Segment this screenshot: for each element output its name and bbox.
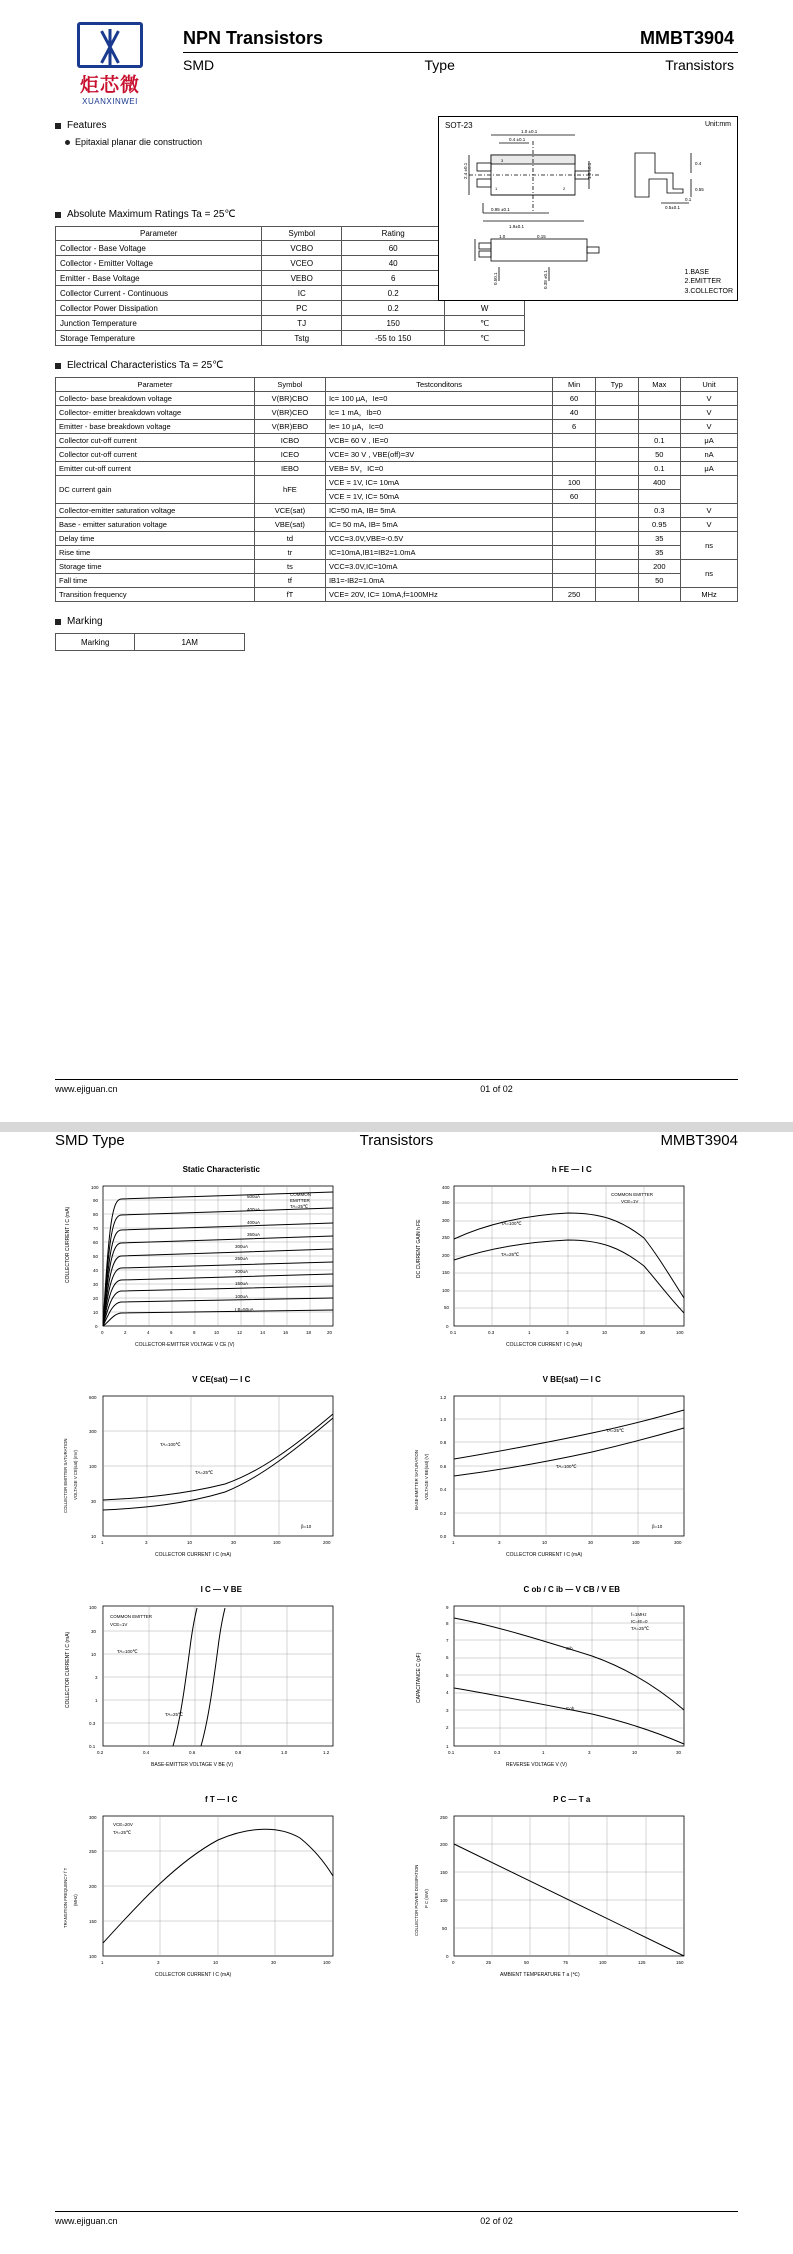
svg-text:AMBIENT TEMPERATURE T a (℃: AMBIENT TEMPERATURE T a (℃) — [499, 1972, 580, 1978]
table-row: Base - emitter saturation voltage VBE(sat) IC= 50 mA, IB= 5mA 0.95 V — [56, 518, 738, 532]
svg-text:400: 400 — [441, 1185, 450, 1190]
svg-text:30: 30 — [91, 1629, 97, 1634]
svg-text:1.0: 1.0 — [499, 234, 506, 239]
svg-text:DC CURRENT GAIN h FE: DC CURRENT GAIN h FE — [415, 1219, 422, 1278]
svg-text:TA=100℃: TA=100℃ — [555, 1464, 577, 1469]
svg-text:30: 30 — [91, 1499, 97, 1504]
svg-text:1.2: 1.2 — [323, 1750, 330, 1755]
svg-text:VCE=20V: VCE=20V — [113, 1822, 133, 1827]
svg-text:70: 70 — [93, 1226, 99, 1231]
svg-text:β=10: β=10 — [651, 1524, 662, 1529]
svg-text:TA=100℃: TA=100℃ — [117, 1649, 138, 1654]
svg-text:1.9±0.1: 1.9±0.1 — [509, 224, 524, 229]
svg-text:TA=25℃: TA=25℃ — [500, 1252, 519, 1257]
svg-text:30: 30 — [639, 1330, 645, 1335]
col-min: Min — [553, 378, 596, 392]
table-row: Transition frequency fT VCE= 20V, IC= 10mA,f=100MHz 250 MHz — [56, 588, 738, 602]
svg-text:0: 0 — [95, 1324, 98, 1329]
page-header — [55, 22, 738, 106]
svg-text:30: 30 — [271, 1960, 277, 1965]
svg-text:VOLTAGE V CE(sat) (mV): VOLTAGE V CE(sat) (mV) — [73, 1450, 78, 1500]
svg-text:300: 300 — [89, 1429, 97, 1434]
marking-table — [55, 633, 245, 651]
col-unit: Unit — [681, 378, 738, 392]
package-unit: Unit:mm — [704, 121, 731, 128]
svg-text:1: 1 — [495, 186, 498, 191]
svg-text:300: 300 — [441, 1218, 450, 1223]
svg-text:10: 10 — [91, 1534, 97, 1539]
svg-text:0.4: 0.4 — [439, 1487, 446, 1492]
pin-3: 3.COLLECTOR — [684, 287, 733, 295]
svg-text:0.4 ±0.1: 0.4 ±0.1 — [509, 137, 526, 142]
svg-text:500uA: 500uA — [247, 1194, 261, 1199]
svg-text:3: 3 — [145, 1540, 148, 1545]
svg-text:150: 150 — [675, 1960, 684, 1965]
svg-text:3: 3 — [157, 1960, 160, 1965]
datasheet-page-2 — [0, 1132, 793, 2254]
svg-text:9: 9 — [445, 1605, 449, 1610]
svg-text:EMITTER: EMITTER — [290, 1198, 310, 1203]
svg-text:60: 60 — [93, 1240, 99, 1245]
chart-ft-vs-ic: f T — I C 100 150 200 250 300 1 3 10 30 100 VCE=20V TA=25℃ TRANSITION FREQUENCY f T (MHz) COLLECTOR CURRENT I C (mA) — [55, 1795, 388, 1995]
svg-text:VCE=1V: VCE=1V — [110, 1622, 128, 1627]
table-row: Fall time tf IB1=-IB2=1.0mA 50 — [56, 574, 738, 588]
section-bullet-icon — [55, 619, 61, 625]
chart-ic-vs-vbe: I C — V BE 0.1 0.3 1 3 10 30 100 0.2 0.4 0.6 0.8 1.0 1.2 COMMON EMITTER VCE=1V TA=100℃ TA=25℃ COLLECTOR CURRENT I C (mA) BASE-EMITTER VOLTAGE V BE (V) — [55, 1585, 388, 1785]
svg-text:250: 250 — [441, 1235, 450, 1240]
svg-text:TA=100℃: TA=100℃ — [160, 1442, 181, 1447]
svg-text:1: 1 — [101, 1960, 104, 1965]
chart-vbesat-vs-ic: V BE(sat) — I C 0.0 0.2 0.4 0.6 0.8 1.0 1.2 1 3 10 30 100 300 TA=25℃ TA=100℃ β=10 BASE-EMITTER SATURATION VOLTAGE V BE(sat) (V) COLLECTOR CURRENT I C (mA) — [406, 1375, 739, 1575]
col-parameter: Parameter — [56, 227, 262, 241]
svg-text:10: 10 — [601, 1330, 607, 1335]
svg-text:80: 80 — [93, 1212, 99, 1217]
svg-text:3: 3 — [565, 1330, 569, 1335]
logo-icon — [77, 22, 143, 68]
svg-text:10: 10 — [187, 1540, 193, 1545]
table-row: Collecto- base breakdown voltage V(BR)CBO Ic= 100 μA，Ie=0 60 V — [56, 392, 738, 406]
svg-text:TA=25℃: TA=25℃ — [195, 1470, 214, 1475]
svg-text:1: 1 — [95, 1698, 98, 1703]
svg-text:30: 30 — [93, 1282, 99, 1287]
svg-text:(MHz): (MHz) — [73, 1894, 78, 1906]
svg-text:1: 1 — [451, 1540, 455, 1545]
svg-text:400uA: 400uA — [247, 1220, 261, 1225]
svg-text:100: 100 — [675, 1330, 684, 1335]
svg-text:TA=25℃: TA=25℃ — [165, 1712, 184, 1717]
svg-text:350uA: 350uA — [247, 1232, 261, 1237]
svg-text:IC=IE=0: IC=IE=0 — [630, 1619, 648, 1624]
datasheet-page-1 — [0, 0, 793, 1122]
svg-text:10: 10 — [631, 1750, 637, 1755]
svg-text:I B=50uA: I B=50uA — [235, 1307, 254, 1312]
svg-text:50: 50 — [441, 1926, 447, 1931]
table-row: Collector Current - Continuous IC 0.2 — [56, 286, 525, 301]
svg-text:100: 100 — [273, 1540, 281, 1545]
table-row: Collector-emitter saturation voltage VCE(sat) IC=50 mA, IB= 5mA 0.3 V — [56, 504, 738, 518]
abs-max-heading: Absolute Maximum Ratings Ta = 25℃ — [55, 209, 738, 220]
svg-text:0.3: 0.3 — [493, 1750, 500, 1755]
svg-text:4: 4 — [445, 1690, 449, 1695]
page1-footer — [55, 1079, 738, 1094]
svg-text:3: 3 — [501, 158, 504, 163]
svg-text:150: 150 — [441, 1270, 450, 1275]
table-row: Emitter - Base Voltage VEBO 6 — [56, 271, 525, 286]
svg-text:50: 50 — [93, 1254, 99, 1259]
svg-text:4: 4 — [147, 1330, 150, 1335]
svg-text:0: 0 — [101, 1330, 104, 1335]
svg-text:30: 30 — [587, 1540, 593, 1545]
table-row: Delay time td VCC=3.0V,VBE=-0.5V 35 ns — [56, 532, 738, 546]
svg-text:β=10: β=10 — [301, 1524, 312, 1529]
svg-text:5: 5 — [445, 1673, 449, 1678]
col-symbol: Symbol — [262, 227, 342, 241]
svg-text:10: 10 — [213, 1960, 219, 1965]
table-row: Collector cut-off current ICBO VCB= 60 V , IE=0 0.1 μA — [56, 434, 738, 448]
svg-text:1.0: 1.0 — [281, 1750, 288, 1755]
col-typ: Typ — [595, 378, 638, 392]
svg-text:600: 600 — [89, 1395, 97, 1400]
svg-text:200uA: 200uA — [235, 1269, 249, 1274]
table-row: Storage Temperature Tstg -55 to 150 ℃ — [56, 331, 525, 346]
table-row: Storage time ts VCC=3.0V,IC=10mA 200 ns — [56, 560, 738, 574]
page2-header-left: SMD Type — [55, 1132, 125, 1149]
svg-text:100uA: 100uA — [235, 1294, 249, 1299]
svg-text:TA=25℃: TA=25℃ — [630, 1626, 649, 1631]
svg-text:0.6: 0.6 — [439, 1464, 446, 1469]
svg-text:100: 100 — [439, 1898, 448, 1903]
pin-1: 1.BASE — [684, 268, 710, 276]
svg-text:20: 20 — [93, 1296, 99, 1301]
package-pin-list — [685, 268, 734, 296]
electrical-characteristics-table — [55, 377, 738, 602]
chart-static-characteristic: Static Characteristic 0 10 20 30 40 50 60 70 80 90 100 0 2 4 6 8 10 12 14 16 18 20 500uA 400uA 400uA 350uA 300uA 250uA 200uA 150uA 100uA I B=50uA COMMON EMITTER TA=25℃ COLLECTOR CURRENT I C (mA) COLLECTOR-EMITTER VOLTAGE V CE (V) — [65, 1165, 333, 1348]
table-row: Emitter - base breakdown voltage V(BR)EBO Ie= 10 μA，Ic=0 6 V — [56, 420, 738, 434]
table-row: Emitter cut-off current IEBO VEB= 5V，IC=0 0.1 μA — [56, 462, 738, 476]
pin-2: 2.EMITTER — [684, 278, 722, 286]
col-symbol: Symbol — [254, 378, 325, 392]
footer-website[interactable]: www.ejiguan.cn — [55, 1084, 118, 1094]
svg-text:COMMON EMITTER: COMMON EMITTER — [610, 1192, 653, 1197]
features-heading: Features — [55, 120, 738, 131]
svg-text:0.4: 0.4 — [143, 1750, 150, 1755]
svg-text:100: 100 — [91, 1185, 99, 1190]
svg-text:1: 1 — [445, 1744, 449, 1749]
svg-text:0.50.1: 0.50.1 — [493, 272, 498, 285]
table-row: Collector - Emitter Voltage VCEO 40 — [56, 256, 525, 271]
svg-text:6: 6 — [445, 1655, 449, 1660]
svg-text:COLLECTOR CURRENT I C (mA): COLLECTOR CURRENT I C (mA) — [505, 1552, 582, 1558]
svg-text:1.0 ±0.1: 1.0 ±0.1 — [521, 129, 538, 134]
svg-text:0.38 ±0.1: 0.38 ±0.1 — [543, 270, 548, 289]
svg-text:6: 6 — [170, 1330, 173, 1335]
svg-text:150uA: 150uA — [235, 1281, 249, 1286]
svg-text:0.95 ±0.1: 0.95 ±0.1 — [491, 207, 510, 212]
table-row: Junction Temperature TJ 150 ℃ — [56, 316, 525, 331]
svg-text:BASE-EMITTER VOLTAGE V BE: BASE-EMITTER VOLTAGE V BE (V) — [151, 1762, 234, 1768]
svg-text:2: 2 — [124, 1330, 127, 1335]
svg-text:0.8: 0.8 — [439, 1440, 446, 1445]
svg-text:10: 10 — [93, 1310, 99, 1315]
footer-page-number: 01 of 02 — [480, 1084, 513, 1094]
svg-text:0.1: 0.1 — [449, 1330, 456, 1335]
svg-text:350: 350 — [441, 1200, 450, 1205]
svg-text:0.2: 0.2 — [97, 1750, 104, 1755]
svg-text:0.1: 0.1 — [89, 1744, 96, 1749]
svg-text:COLLECTOR CURRENT I C (mA): COLLECTOR CURRENT I C (mA) — [505, 1342, 582, 1348]
svg-text:100: 100 — [323, 1960, 331, 1965]
svg-text:16: 16 — [283, 1330, 289, 1335]
svg-text:CAPACITANCE C (pF): CAPACITANCE C (pF) — [415, 1652, 422, 1703]
svg-text:COLLECTOR CURRENT I C (mA): COLLECTOR CURRENT I C (mA) — [155, 1552, 232, 1558]
svg-text:1.0: 1.0 — [439, 1417, 446, 1422]
svg-text:7: 7 — [445, 1638, 449, 1643]
part-number-title: MMBT3904 — [639, 28, 734, 48]
svg-text:400uA: 400uA — [247, 1207, 261, 1212]
svg-text:200: 200 — [439, 1842, 448, 1847]
svg-text:COMMON: COMMON — [290, 1192, 311, 1197]
svg-text:1: 1 — [101, 1540, 104, 1545]
svg-text:0.1: 0.1 — [447, 1750, 454, 1755]
svg-text:0.3: 0.3 — [487, 1330, 494, 1335]
svg-text:P C (mW): P C (mW) — [423, 1889, 429, 1908]
svg-text:10: 10 — [214, 1330, 220, 1335]
svg-text:3: 3 — [497, 1540, 501, 1545]
chart1-xlabel: COLLECTOR-EMITTER VOLTAGE V CE (V) — [135, 1342, 235, 1348]
svg-text:0.4: 0.4 — [695, 161, 702, 166]
svg-text:150: 150 — [89, 1919, 97, 1924]
page2-header-right: MMBT3904 — [660, 1132, 738, 1149]
footer-page-number: 02 of 02 — [480, 2216, 513, 2226]
svg-text:200: 200 — [323, 1540, 331, 1545]
svg-text:2: 2 — [563, 186, 566, 191]
svg-text:REVERSE VOLTAGE V (V): REVERSE VOLTAGE V (V) — [505, 1762, 567, 1768]
svg-text:TRANSITION FREQUENCY f T: TRANSITION FREQUENCY f T — [63, 1867, 68, 1928]
svg-text:90: 90 — [93, 1198, 99, 1203]
svg-text:25: 25 — [485, 1960, 491, 1965]
svg-text:0: 0 — [445, 1954, 449, 1959]
col-parameter: Parameter — [56, 378, 255, 392]
table-row: Collector Power Dissipation PC 0.2 W — [56, 301, 525, 316]
svg-text:100: 100 — [89, 1464, 97, 1469]
svg-text:0.1: 0.1 — [685, 197, 692, 202]
svg-text:COLLECTOR CURRENT I C (mA): COLLECTOR CURRENT I C (mA) — [155, 1972, 232, 1978]
chart-pc-vs-ta: P C — T a 0 50 100 150 200 250 0 25 50 75 100 125 150 COLLECTOR POWER DISSIPATION P C (mW) AMBIENT TEMPERATURE T a (℃) — [413, 1795, 684, 1978]
chart-vcesat-vs-ic: V CE(sat) — I C 10 30 100 300 600 1 3 10 30 100 200 TA=100℃ TA=25℃ β=10 COLLECTOR EMITTER SATURATION VOLTAGE V CE(sat) (mV) COLLECTOR CURRENT I C (mA) — [55, 1375, 388, 1575]
svg-text:3: 3 — [587, 1750, 591, 1755]
svg-text:10: 10 — [541, 1540, 547, 1545]
svg-text:300: 300 — [673, 1540, 682, 1545]
footer-website[interactable]: www.ejiguan.cn — [55, 2216, 118, 2226]
svg-text:1.3 ±0.1: 1.3 ±0.1 — [587, 162, 592, 179]
company-logo — [55, 22, 165, 106]
col-rating: Rating — [342, 227, 445, 241]
svg-text:0: 0 — [451, 1960, 455, 1965]
svg-text:250: 250 — [89, 1849, 97, 1854]
svg-text:COMMON EMITTER: COMMON EMITTER — [110, 1614, 152, 1619]
svg-text:150: 150 — [439, 1870, 448, 1875]
svg-text:200: 200 — [441, 1253, 450, 1258]
svg-text:1: 1 — [527, 1330, 531, 1335]
svg-text:10: 10 — [91, 1652, 97, 1657]
svg-text:100: 100 — [89, 1954, 97, 1959]
svg-text:0.5±0.1: 0.5±0.1 — [665, 205, 680, 210]
elec-heading: Electrical Characteristics Ta = 25℃ — [55, 360, 738, 371]
svg-text:8: 8 — [193, 1330, 196, 1335]
svg-text:0.0: 0.0 — [439, 1534, 446, 1539]
table-row: DC current gain hFE VCE = 1V, IC= 10mA 100 400 — [56, 476, 738, 490]
dot-icon — [65, 140, 70, 145]
svg-text:20: 20 — [327, 1330, 333, 1335]
page2-header-mid: Transistors — [359, 1132, 434, 1149]
svg-text:125: 125 — [637, 1960, 646, 1965]
svg-text:COLLECTOR CURRENT I C (mA): COLLECTOR CURRENT I C (mA) — [65, 1631, 71, 1708]
svg-text:f=1MHz: f=1MHz — [630, 1612, 647, 1617]
svg-text:100: 100 — [441, 1288, 450, 1293]
svg-text:50: 50 — [523, 1960, 529, 1965]
table-row: Collector cut-off current ICEO VCE= 30 V , VBE(off)=3V 50 nA — [56, 448, 738, 462]
svg-text:TA=25℃: TA=25℃ — [605, 1428, 624, 1433]
section-bullet-icon — [55, 123, 61, 129]
section-bullet-icon — [55, 212, 61, 218]
svg-text:300uA: 300uA — [235, 1244, 249, 1249]
page2-footer — [55, 2211, 738, 2226]
svg-text:3: 3 — [95, 1675, 98, 1680]
charts-grid — [0, 1149, 793, 1995]
svg-text:TA=25℃: TA=25℃ — [290, 1204, 309, 1209]
svg-text:0.3: 0.3 — [89, 1721, 96, 1726]
svg-text:250: 250 — [439, 1815, 448, 1820]
table-row: Collector - Base Voltage VCBO 60 — [56, 241, 525, 256]
svg-text:250uA: 250uA — [235, 1256, 249, 1261]
table-row: Rise time tr IC=10mA,IB1=IB2=1.0mA 35 — [56, 546, 738, 560]
page2-header — [0, 1132, 793, 1149]
table-row: Collector- emitter breakdown voltage V(BR)CEO Ic= 1 mA，Ib=0 40 V — [56, 406, 738, 420]
header-divider — [183, 52, 738, 53]
table-row: Marking 1AM — [56, 634, 245, 651]
svg-text:COLLECTOR POWER DISSIPATION: COLLECTOR POWER DISSIPATION — [413, 1864, 419, 1936]
subtitle-smd: SMD — [183, 57, 215, 73]
svg-text:0.2: 0.2 — [439, 1511, 446, 1516]
svg-text:12: 12 — [237, 1330, 243, 1335]
svg-text:TA=25℃: TA=25℃ — [113, 1830, 132, 1835]
svg-text:Cib: Cib — [565, 1646, 573, 1651]
section-bullet-icon — [55, 363, 61, 369]
svg-text:VOLTAGE V BE(sat) (V): VOLTAGE V BE(sat) (V) — [423, 1453, 429, 1500]
product-type-title: NPN Transistors — [183, 28, 324, 48]
svg-text:1: 1 — [541, 1750, 545, 1755]
svg-text:30: 30 — [231, 1540, 237, 1545]
chart-hfe-vs-ic: h FE — I C 0 50 100 150 200 250 300 350 400 0.1 0.3 1 3 10 30 100 COMMON EMITTER VCE=1V TA=100℃ TA=25℃ DC CURRENT GAIN h FE COLLECTOR CURRENT I C (mA) — [415, 1165, 684, 1348]
svg-text:100: 100 — [598, 1960, 607, 1965]
svg-text:0.55: 0.55 — [695, 187, 704, 192]
svg-text:100: 100 — [631, 1540, 640, 1545]
svg-text:8: 8 — [445, 1621, 449, 1626]
svg-text:14: 14 — [260, 1330, 266, 1335]
svg-text:Cob: Cob — [565, 1706, 574, 1711]
svg-text:0.6: 0.6 — [189, 1750, 196, 1755]
subtitle-type: Type — [424, 57, 455, 73]
svg-text:0.8: 0.8 — [235, 1750, 242, 1755]
svg-text:2: 2 — [445, 1725, 449, 1730]
svg-text:2.4 ±0.1: 2.4 ±0.1 — [463, 162, 468, 179]
svg-text:1.2: 1.2 — [439, 1395, 446, 1400]
svg-text:3: 3 — [445, 1708, 449, 1713]
package-drawing — [438, 116, 738, 301]
svg-text:30: 30 — [675, 1750, 681, 1755]
svg-text:0.15: 0.15 — [537, 234, 546, 239]
svg-text:75: 75 — [562, 1960, 568, 1965]
svg-text:100: 100 — [89, 1605, 97, 1610]
svg-text:50: 50 — [443, 1305, 449, 1310]
col-max: Max — [638, 378, 681, 392]
svg-text:200: 200 — [89, 1884, 97, 1889]
logo-en-text: XUANXINWEI — [82, 97, 138, 106]
col-testconditions: Testconditons — [325, 378, 552, 392]
svg-text:40: 40 — [93, 1268, 99, 1273]
svg-text:VCE=1V: VCE=1V — [620, 1199, 638, 1204]
package-name: SOT-23 — [445, 121, 473, 130]
svg-text:300: 300 — [89, 1815, 97, 1820]
subtitle-transistors: Transistors — [665, 57, 734, 73]
feature-item: Epitaxial planar die construction — [65, 137, 738, 147]
chart1-ylabel: COLLECTOR CURRENT I C (mA) — [65, 1206, 71, 1283]
logo-cn-text: 炬芯微 — [79, 74, 140, 96]
marking-heading: Marking — [55, 616, 738, 627]
svg-text:BASE-EMITTER SATURATION: BASE-EMITTER SATURATION — [413, 1449, 419, 1510]
svg-text:TA=100℃: TA=100℃ — [500, 1221, 522, 1226]
svg-text:COLLECTOR EMITTER SATURATION: COLLECTOR EMITTER SATURATION — [63, 1438, 68, 1513]
table-row: VCE = 1V, IC= 50mA 60 — [56, 490, 738, 504]
svg-text:18: 18 — [306, 1330, 312, 1335]
chart-capacitance: C ob / C ib — V CB / V EB 1 2 3 4 5 6 7 8 9 0.1 0.3 1 3 10 30 f=1MHz IC=IE=0 TA=25℃ Cib Cob CAPACITANCE C (pF) REVERSE VOLTAGE V (V) — [406, 1585, 739, 1785]
svg-text:0: 0 — [445, 1324, 449, 1329]
